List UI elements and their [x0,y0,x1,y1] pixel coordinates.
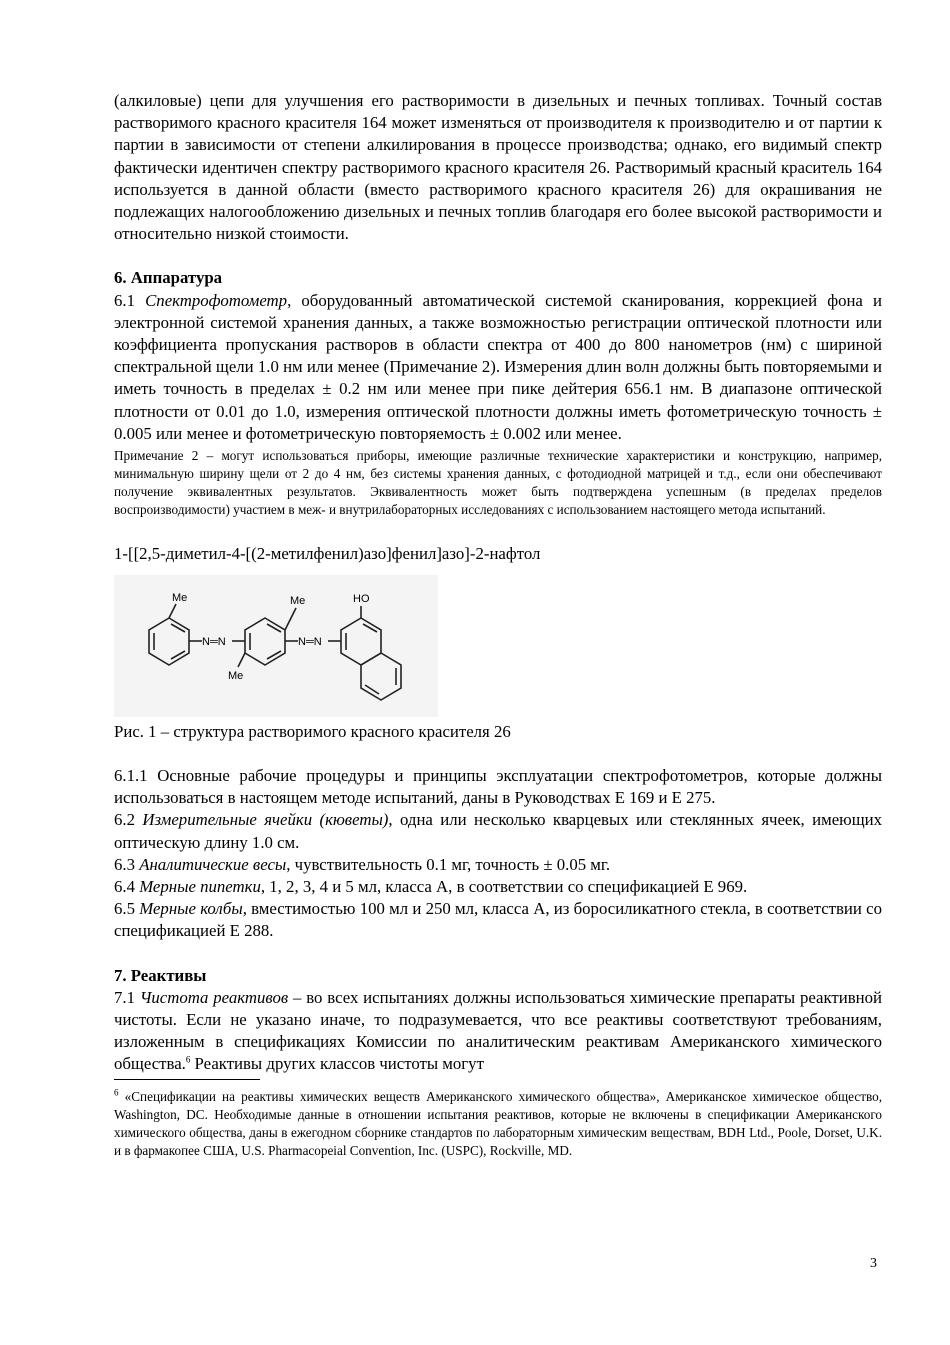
naphthalene-ring-b [361,653,401,700]
page-number: 3 [870,1256,877,1271]
paragraph-number: 6.3 [114,854,135,874]
paragraph-6-1-1: 6.1.1 Основные рабочие процедуры и принципы эксплуатации спектрофотометров, которые должны использоваться в настоящем методе испытаний, даны в Руководствах E 169 и E 275. [114,766,882,808]
paragraph-text-continued: Реактивы других классов чистоты могут [190,1054,484,1074]
paragraph-number: 6.4 [114,877,135,897]
paragraph-text: , чувствительность 0.1 мг, точность ± 0.05 мг. [286,854,611,874]
paragraph-number: 7.1 [114,987,135,1007]
document-page [114,90,882,1160]
footnote-ref: 6 [185,1054,191,1065]
paragraph-6-1 [114,290,882,445]
methyl-label-3: Me [228,670,244,683]
paragraph-number: 6.1 [114,290,135,310]
note-2: Примечание 2 – могут использоваться приборы, имеющие различные технические характеристики и конструкцию, например, минимальную ширину щели от 2 до 4 нм, без системы хранения данных, с фотодиодной матрицей и т.д., если они обеспечивают получение эквивалентных результатов. Эквивалентность может быть подтверждена успешным (в пределах пределов воспроизводимости) участием в меж- и внутрилабораторных исследованиях с использованием настоящего метода испытаний. [114,448,882,518]
paragraph-6-3 [114,854,882,876]
structure-drawing [114,575,438,717]
methyl-bond-2 [285,608,296,630]
methyl-bond-1 [169,604,176,618]
figure-caption: Рис. 1 – структура растворимого красного красителя 26 [114,722,511,742]
paragraph-text: , 1, 2, 3, 4 и 5 мл, класса А, в соответствии со спецификацией E 969. [260,877,748,897]
term-cells: Измерительные ячейки (кюветы) [142,810,389,830]
paragraph-text: , оборудованный автоматической системой сканирования, коррекцией фона и электронной системой хранения данных, а также возможностью регистрации оптической плотности или коэффициента пропускания растворов в области спектра от 400 до 800 нанометров (нм) с шириной спектральной щели 1.0 нм или менее (Примечание 2). Измерения длин волн должны быть повторяемыми и иметь точность в пределах ± 0.2 нм или менее при пике дейтерия 656.1 нм. В диапазоне оптической плотности от 0.01 до 1.0, измерения оптической плотности должны иметь фотометрическую точность ± 0.005 или менее и фотометрическую повторяемость ± 0.002 или менее. [114,290,882,443]
section-6-heading: 6. Аппаратура [114,268,223,288]
paragraph-number: 6.5 [114,899,135,919]
term-pipettes: Мерные пипетки [139,877,261,897]
paragraph-text: , одна или несколько кварцевых или стеклянных ячеек, имеющих оптическую длину 1.0 см. [114,810,883,852]
term-balance: Аналитические весы [139,854,287,874]
term-flasks: Мерные колбы [139,899,243,919]
term-spectrophotometer: Спектрофотометр [145,290,288,310]
paragraph-number: 6.2 [114,810,135,830]
benzene-ring-1 [149,618,189,665]
intro-paragraph: (алкиловые) цепи для улучшения его растворимости в дизельных и печных топливах. Точный состав растворимого красного красителя 164 может изменяться от производителя к производителю и от партии к партии в зависимости от степени алкилирования в процессе производства; однако, его видимый спектр фактически идентичен спектру растворимого красного красителя 26. Растворимый красный краситель 164 используется в данной области (вместо растворимого красного красителя 26) для окрашивания не подлежащих налогообложению дизельных и печных топлив благодаря его более высокой растворимости и относительно низкой стоимости. [114,91,882,244]
paragraph-text: , вместимостью 100 мл и 250 мл, класса А, из боросиликатного стекла, в соответствии со спецификацией E 288. [114,899,882,941]
footnote-separator [114,1079,260,1080]
section-7-heading: 7. Реактивы [114,965,207,985]
footnote-text: «Спецификации на реактивы химических веществ Американского химического общества», Американское химическое общество, Washington, DC. Необходимые данные в отношении испытания реактивов, которые не включены в спецификации Американского химического общества, даны в ежегодном сборнике стандартов по лабораторным химическим веществам, BDH Ltd., Poole, Dorset, U.K. и в фармакопее США, U.S. Pharmacopeial Convention, Inc. (USPC), Rockville, MD. [114,1088,882,1158]
compound-name: 1-[[2,5-диметил-4-[(2-метилфенил)азо]фенил]азо]-2-нафтол [114,544,541,564]
paragraph-6-2 [114,809,882,853]
azo-label-1: N═N [202,636,226,649]
paragraph-text: – во всех испытаниях должны использоваться химические препараты реактивной чистоты. Если не указано иначе, то подразумевается, что все реактивы соответствуют требованиям, изложенным в спецификациях Комиссии по аналитическим реактивам Американского химического общества. [114,987,882,1074]
paragraph-6-5 [114,898,882,942]
naphthalene-ring-a [341,618,381,665]
methyl-label-2: Me [290,595,306,608]
chemical-structure-figure [114,575,438,717]
hydroxyl-label: HO [353,593,370,606]
benzene-ring-2 [245,618,285,665]
methyl-bond-3 [238,653,245,667]
footnote-6 [114,1088,882,1160]
footnote-marker: 6 [114,1087,119,1098]
paragraph-6-4 [114,876,882,898]
term-reagent-purity: Чистота реактивов [139,987,289,1007]
azo-label-2: N═N [298,636,322,649]
methyl-label-1: Me [172,592,188,605]
paragraph-7-1 [114,987,882,1076]
